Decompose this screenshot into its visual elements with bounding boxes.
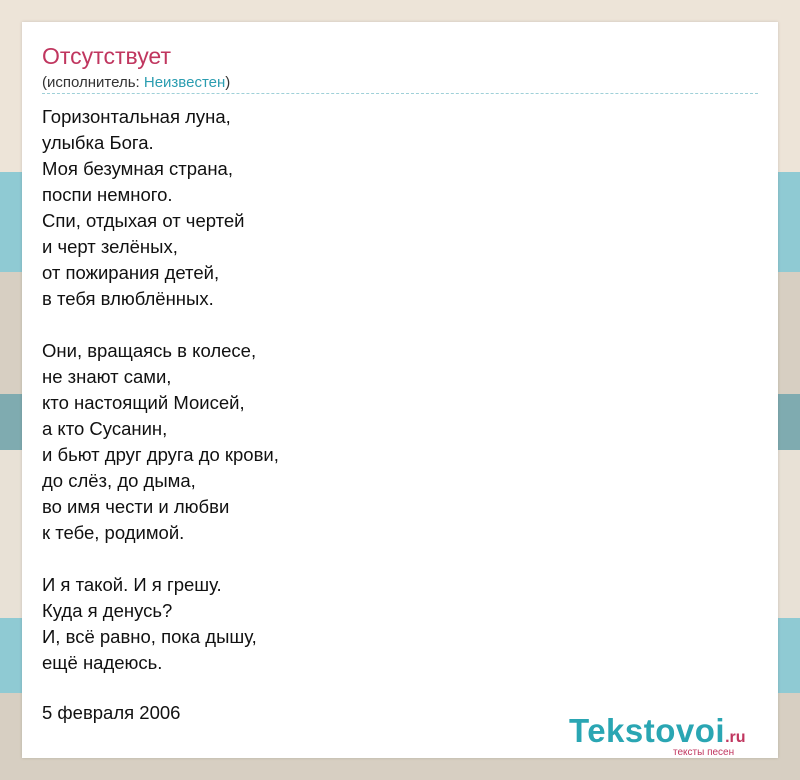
logo-name: Tekstovoi [569,712,726,749]
lyrics-text [42,104,279,676]
dashed-divider [42,93,758,94]
lyric-line: не знают сами, [42,366,172,387]
site-logo[interactable] [569,712,779,758]
verse [42,338,279,546]
performer-line [42,74,230,91]
lyric-line: Моя безумная страна, [42,158,233,179]
lyric-line: и черт зелёных, [42,236,178,257]
lyric-line: к тебе, родимой. [42,522,185,543]
verse-gap [42,312,279,338]
performer-prefix: (исполнитель: [42,74,144,91]
lyric-line: в тебя влюблённых. [42,288,214,309]
lyric-line: и бьют друг друга до крови, [42,444,279,465]
lyric-line: Они, вращаясь в колесе, [42,340,257,361]
lyric-line: Горизонтальная луна, [42,106,231,127]
song-title: Отсутствует [42,43,171,69]
lyric-line: Куда я денусь? [42,600,173,621]
performer-link[interactable]: Неизвестен [143,74,226,91]
verse [42,104,279,312]
lyric-line: кто настоящий Моисей, [42,392,245,413]
lyric-line: а кто Сусанин, [42,418,168,439]
lyric-line: от пожирания детей, [42,262,220,283]
lyric-line: улыбка Бога. [42,132,154,153]
lyric-line: во имя чести и любви [42,496,230,517]
lyric-line: до слёз, до дыма, [42,470,196,491]
performer-suffix: ) [225,74,231,91]
lyric-line: Спи, отдыхая от чертей [42,210,245,231]
lyric-line: И я такой. И я грешу. [42,574,222,595]
logo-tagline: тексты песен [673,747,735,758]
verse [42,572,279,676]
lyric-line: поспи немного. [42,184,173,205]
lyrics-card [22,22,778,758]
verse-gap [42,546,279,572]
lyric-line: ещё надеюсь. [42,652,163,673]
logo-domain: .ru [725,729,746,746]
song-date: 5 февраля 2006 [42,702,181,723]
lyric-line: И, всё равно, пока дышу, [42,626,257,647]
